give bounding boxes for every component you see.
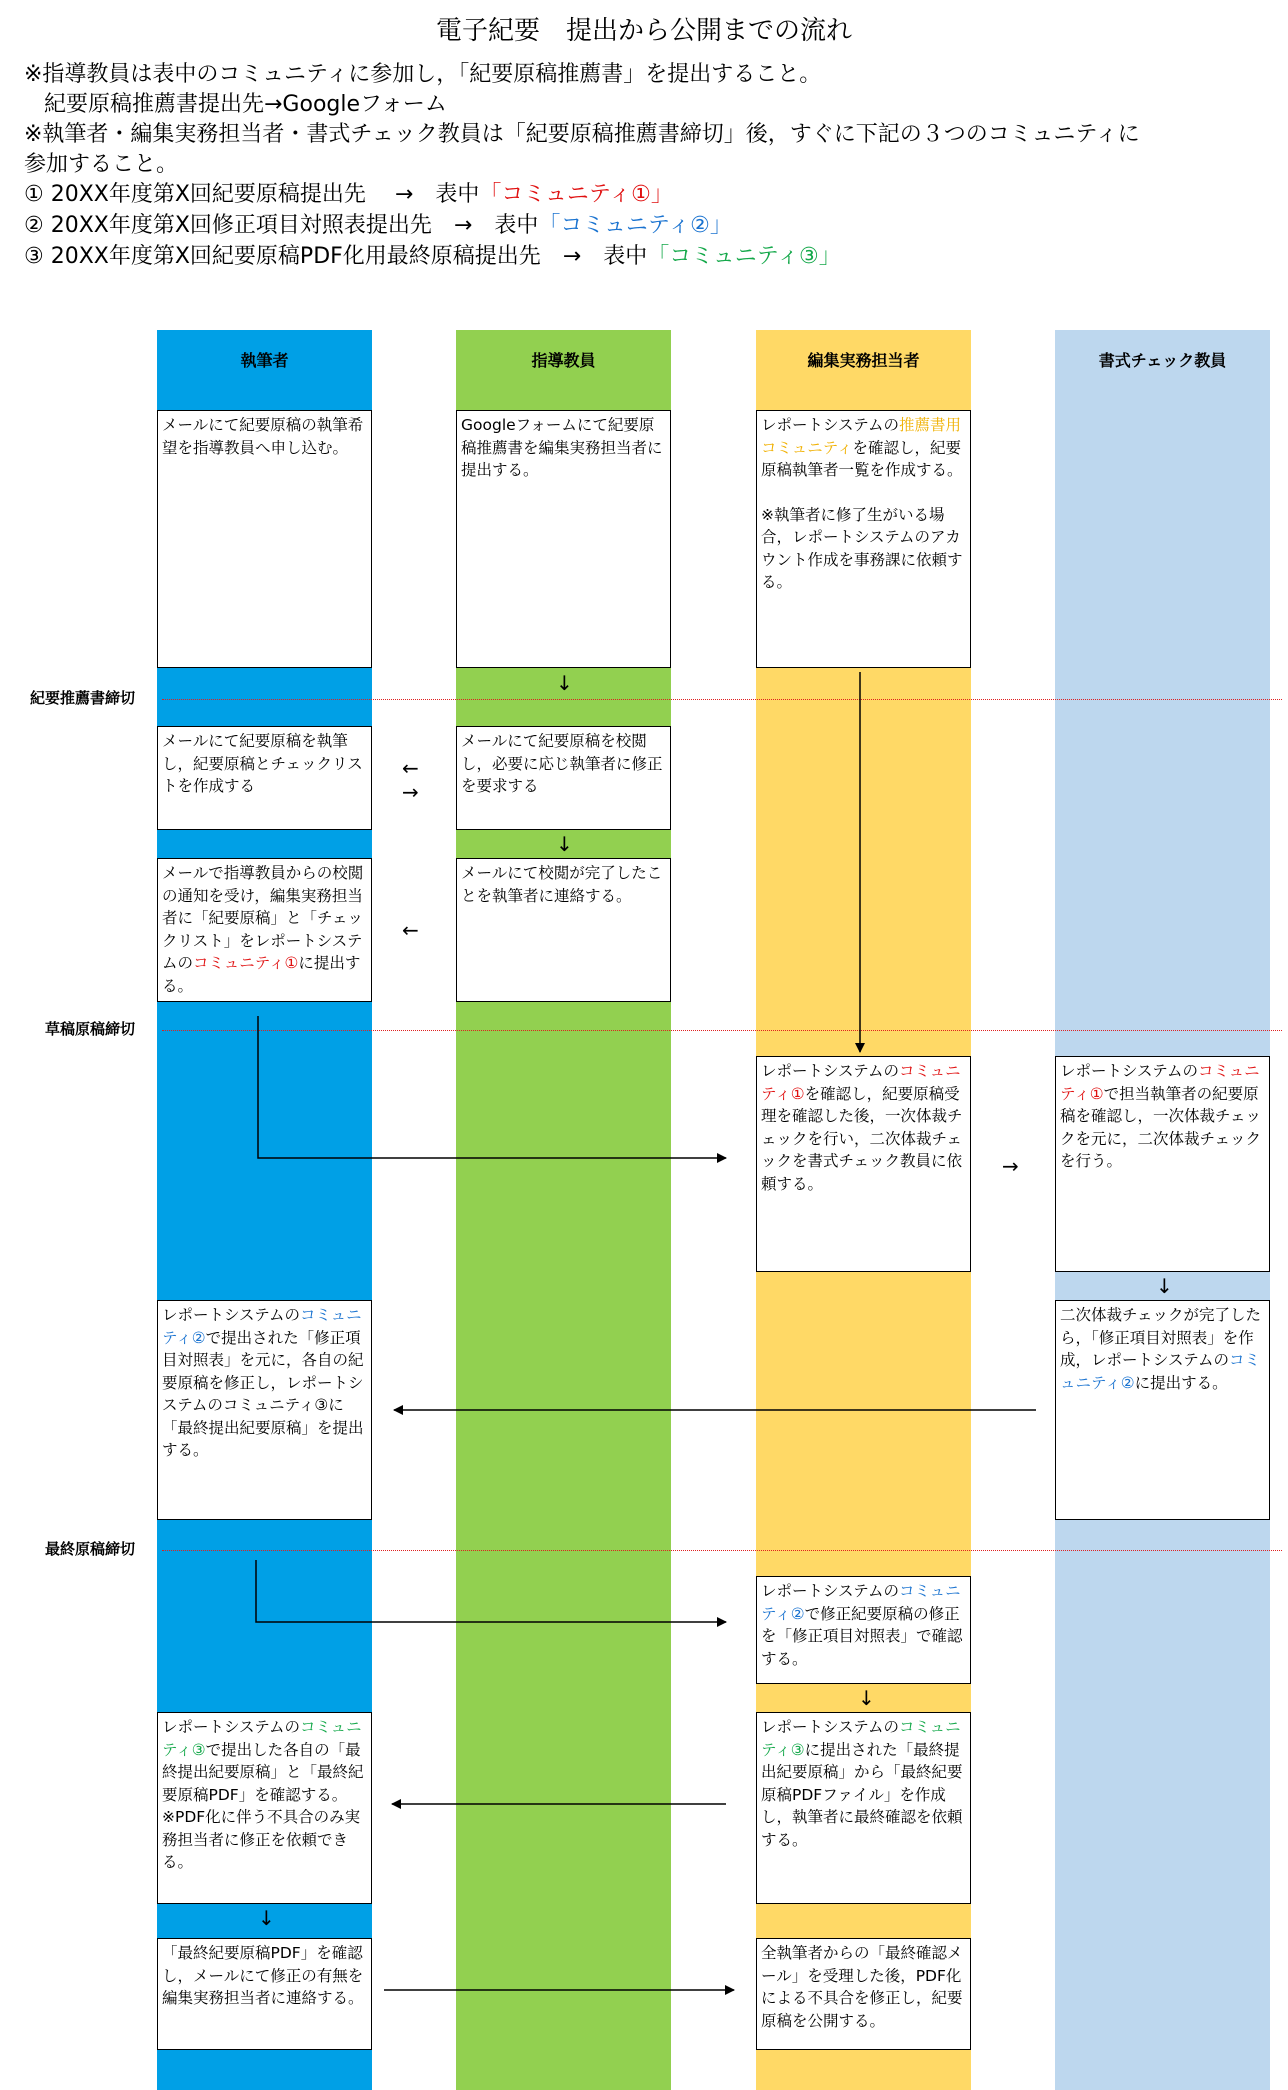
- lane-format-title: 書式チェック教員: [1098, 351, 1227, 370]
- arrow-down-icon: ↓: [556, 671, 573, 695]
- intro-item-1: ① 20XX年度第X回紀要原稿提出先 → 表中「コミュニティ①」: [24, 182, 673, 207]
- intro-line-2: 紀要原稿推薦書提出先→Googleフォーム: [44, 92, 447, 117]
- format-step-second-check: レポートシステムのコミュニティ①で担当執筆者の紀要原稿を確認し，一次体裁チェックを元に，二次体裁チェックを行う。: [1055, 1056, 1270, 1272]
- lane-editor-title: 編集実務担当者: [807, 351, 920, 370]
- advisor-step-notify: メールにて校閲が完了したことを執筆者に連絡する。: [456, 858, 671, 1002]
- connector-author-to-editor-final: [256, 1560, 726, 1622]
- arrow-left-icon: ←: [402, 918, 419, 942]
- arrow-down-icon: ↓: [1156, 1274, 1173, 1298]
- editor-step-first-check: レポートシステムのコミュニティ①を確認し，紀要原稿受理を確認した後，一次体裁チェックを行い，二次体裁チェックを書式チェック教員に依頼する。: [756, 1056, 971, 1272]
- advisor-step-review: メールにて紀要原稿を校閲し，必要に応じ執筆者に修正を要求する: [456, 726, 671, 830]
- editor-step-publish: 全執筆者からの「最終確認メール」を受理した後，PDF化による不具合を修正し，紀要原稿を公開する。: [756, 1938, 971, 2050]
- connector-author-to-editor: [258, 1016, 726, 1158]
- editor-step-list: レポートシステムの推薦書用コミュニティを確認し，紀要原稿執筆者一覧を作成する。 ※執筆者に修了生がいる場合，レポートシステムのアカウント作成を事務課に依頼する。: [756, 410, 971, 668]
- arrow-right-icon: →: [402, 780, 419, 804]
- author-step-write: メールにて紀要原稿を執筆し，紀要原稿とチェックリストを作成する: [157, 726, 372, 830]
- deadline-label: 草稿原稿締切: [45, 1020, 136, 1038]
- deadline-label: 最終原稿締切: [45, 1540, 136, 1558]
- page-title: 電子紀要 提出から公開までの流れ: [435, 16, 852, 46]
- arrow-down-icon: ↓: [258, 1906, 275, 1930]
- editor-step-verify: レポートシステムのコミュニティ②で修正紀要原稿の修正を「修正項目対照表」で確認する。: [756, 1576, 971, 1684]
- deadline-label: 紀要推薦書締切: [30, 689, 136, 707]
- intro-item-3: ③ 20XX年度第X回紀要原稿PDF化用最終原稿提出先 → 表中「コミュニティ③」: [24, 244, 841, 269]
- arrow-right-icon: →: [1002, 1154, 1019, 1178]
- author-step-revise: レポートシステムのコミュニティ②で提出された「修正項目対照表」を元に，各自の紀要原稿を修正し，レポートシステムのコミュニティ③に「最終提出紀要原稿」を提出する。: [157, 1300, 372, 1520]
- intro-item-2: ② 20XX年度第X回修正項目対照表提出先 → 表中「コミュニティ②」: [24, 213, 732, 238]
- advisor-step-recommend: Googleフォームにて紀要原稿推薦書を編集実務担当者に提出する。: [456, 410, 671, 668]
- author-step-confirm-pdf: 「最終紀要原稿PDF」を確認し，メールにて修正の有無を編集実務担当者に連絡する。: [157, 1938, 372, 2050]
- author-step-submit: メールで指導教員からの校閲の通知を受け，編集実務担当者に「紀要原稿」と「チェックリスト」をレポートシステムのコミュニティ①に提出する。: [157, 858, 372, 1002]
- lane-advisor-title: 指導教員: [531, 351, 596, 370]
- author-step-final-check: レポートシステムのコミュニティ③で提出した各自の「最終提出紀要原稿」と「最終紀要原稿PDF」を確認する。 ※PDF化に伴う不具合のみ実務担当者に修正を依頼できる。: [157, 1712, 372, 1904]
- arrow-down-icon: ↓: [556, 832, 573, 856]
- intro-line-3: ※執筆者・編集実務担当者・書式チェック教員は「紀要原稿推薦書締切」後，すぐに下記の３つのコミュニティに: [24, 122, 1140, 147]
- intro-line-1: ※指導教員は表中のコミュニティに参加し，「紀要原稿推薦書」を提出すること。: [24, 62, 822, 87]
- format-step-correction-table: 二次体裁チェックが完了したら，「修正項目対照表」を作成，レポートシステムのコミュニティ②に提出する。: [1055, 1300, 1270, 1520]
- arrow-down-icon: ↓: [858, 1686, 875, 1710]
- arrow-left-icon: ←: [402, 756, 419, 780]
- author-step-request: メールにて紀要原稿の執筆希望を指導教員へ申し込む。: [157, 410, 372, 668]
- editor-step-pdf: レポートシステムのコミュニティ③に提出された「最終提出紀要原稿」から「最終紀要原稿PDFファイル」を作成し，執筆者に最終確認を依頼する。: [756, 1712, 971, 1904]
- lane-author-title: 執筆者: [240, 351, 289, 370]
- intro-line-4: 参加すること。: [24, 152, 179, 177]
